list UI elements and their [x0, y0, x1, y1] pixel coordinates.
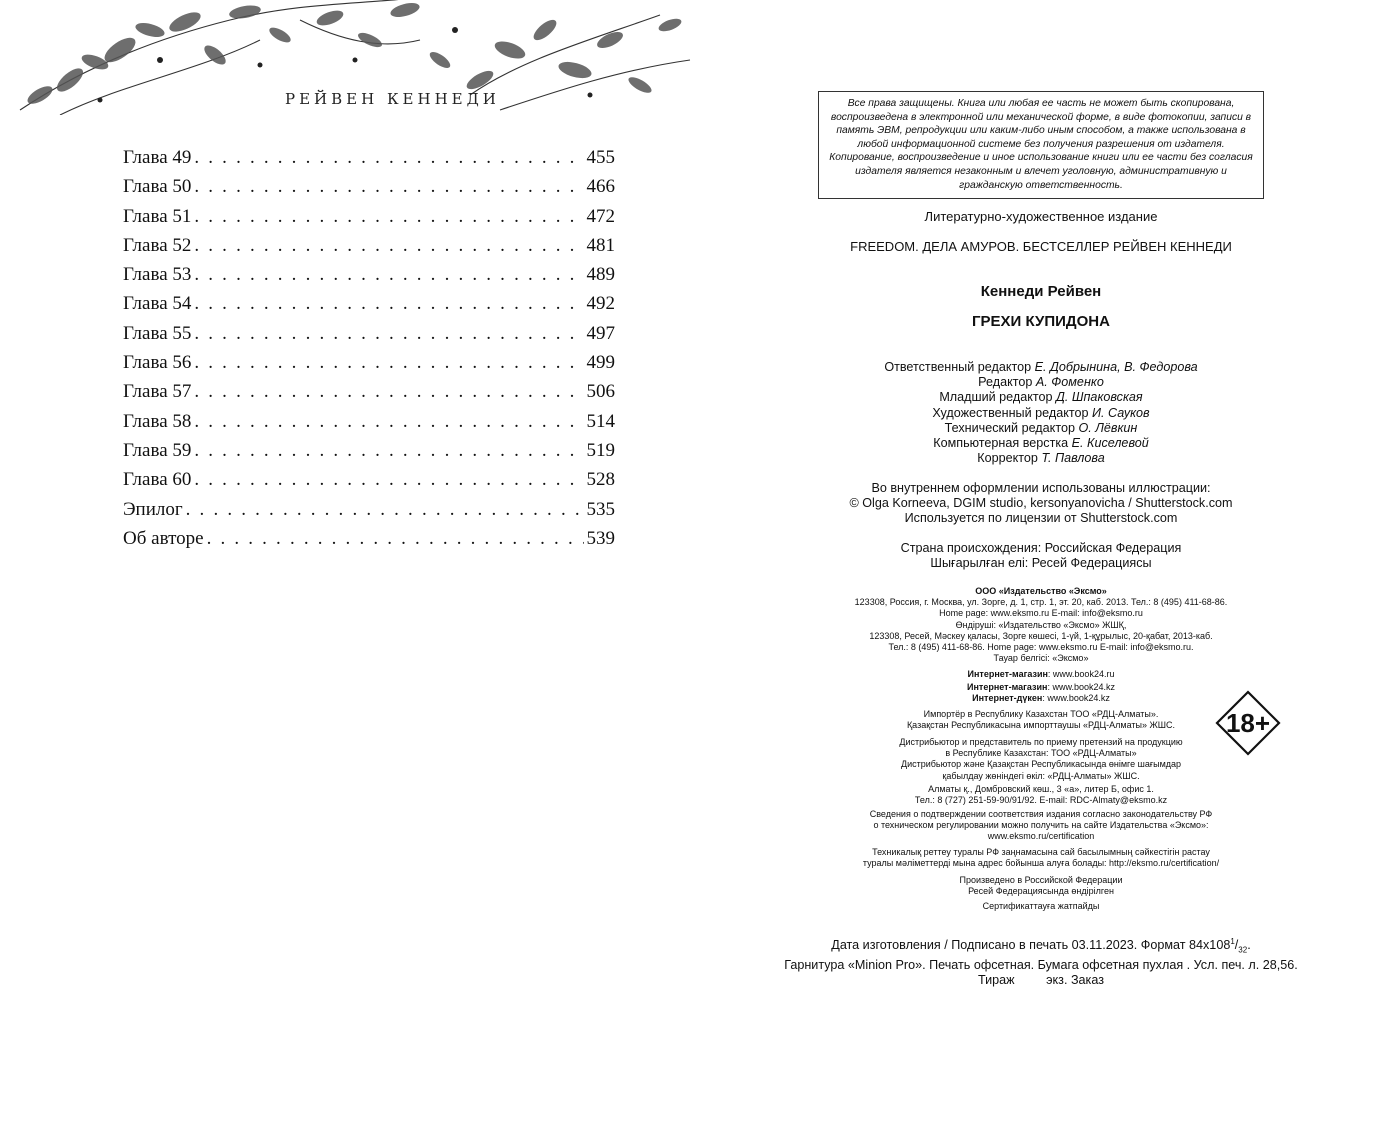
shop-label: Интернет-магазин — [967, 682, 1048, 693]
shop-url[interactable]: : www.book24.kz — [1047, 682, 1115, 693]
toc-label: Эпилог — [123, 498, 183, 520]
toc-leader — [194, 469, 583, 491]
toc-leader — [194, 206, 583, 228]
importer-line: Қазақстан Республикасына импорттаушы «РДЦ-Алматы» ЖШС. — [906, 720, 1176, 731]
publisher-line: Өндіруші: «Издательство «Эксмо» ЖШҚ, — [955, 619, 1127, 630]
credit-name: И. Сауков — [1091, 405, 1150, 420]
toc-page-number: 492 — [586, 293, 615, 315]
print-info-line1: Дата изготовления / Подписано в печать 03.11.2023. Формат $84x108^1/_{32}$. — [831, 937, 1251, 955]
right-page — [697, 0, 1394, 1125]
toc-leader — [186, 499, 584, 521]
credit-role: Редактор — [978, 375, 1033, 390]
illustrations-block — [767, 481, 1315, 527]
toc-page-number: 506 — [586, 381, 615, 403]
publisher-name: ООО «Издательство «Эксмо» — [975, 586, 1107, 596]
toc-label: Глава 51 — [123, 205, 192, 227]
toc-page-number: 514 — [586, 410, 615, 432]
credit-name: О. Лёвкин — [1078, 420, 1138, 435]
produced-block — [767, 875, 1315, 897]
table-of-contents — [123, 147, 615, 557]
certification-kz-block — [767, 847, 1315, 869]
credit-name: Т. Павлова — [1041, 451, 1105, 466]
age-rating-badge — [1215, 690, 1281, 756]
illustrations-line: Используется по лицензии от Shutterstock.com — [904, 511, 1178, 526]
print-info-line3: Тираж экз. Заказ — [978, 973, 1104, 988]
print-info — [717, 934, 1365, 988]
toc-label: Глава 59 — [123, 439, 192, 461]
toc-page-number: 519 — [586, 439, 615, 461]
toc-label: Глава 56 — [123, 352, 192, 374]
toc-leader — [194, 323, 583, 345]
toc-label: Глава 53 — [123, 264, 192, 286]
publisher-line: 123308, Ресей, Мәскеу қаласы, Зорге көшесі, 1-үй, 1-құрылыс, 20-қабат, 2013-каб. — [869, 630, 1213, 641]
toc-row[interactable] — [123, 235, 615, 264]
age-rating-text: 18+ — [1225, 708, 1271, 738]
publisher-line: Тел.: 8 (495) 411-68-86. Home page: www.eksmo.ru E-mail: info@eksmo.ru. — [888, 642, 1194, 653]
almaty-line: Тел.: 8 (727) 251-59-90/91/92. E-mail: RDC-Almaty@eksmo.kz — [914, 795, 1168, 806]
credits-block — [767, 360, 1315, 466]
illustrations-line: © Olga Korneeva, DGIM studio, kersonyanovicha / Shutterstock.com — [849, 496, 1233, 511]
credit-line — [767, 451, 1315, 466]
certification-line: о техническом регулировании можно получить на сайте Издательства «Эксмо»: — [873, 820, 1209, 831]
credit-name: Е. Добрынина, В. Федорова — [1034, 360, 1198, 374]
print-format-end: . — [1247, 938, 1251, 953]
distributor-line: Дистрибьютор және Қазақстан Республикасында өнімге шағымдар — [900, 759, 1182, 770]
credit-line — [767, 360, 1315, 375]
credit-role: Технический редактор — [944, 420, 1075, 435]
credit-role: Художественный редактор — [932, 405, 1089, 420]
distributor-line: в Республике Казахстан: ТОО «РДЦ-Алматы» — [945, 748, 1137, 759]
toc-page-number: 472 — [586, 205, 615, 227]
credit-role: Младший редактор — [939, 390, 1053, 405]
almaty-line: Алматы қ., Домбровский көш., 3 «а», литер Б, офис 1. — [928, 784, 1154, 794]
toc-row[interactable] — [123, 147, 615, 176]
toc-leader — [194, 264, 583, 286]
credit-name: Е. Киселевой — [1071, 436, 1149, 451]
almaty-block — [767, 784, 1315, 806]
produced-line: Ресей Федерациясында өндірілген — [968, 886, 1114, 897]
shop-url[interactable]: : www.book24.ru — [1047, 669, 1115, 679]
toc-row[interactable] — [123, 381, 615, 410]
importer-line: Импортёр в Республику Казахстан ТОО «РДЦ-Алматы». — [923, 709, 1159, 719]
toc-leader — [194, 411, 583, 433]
toc-leader — [194, 381, 583, 403]
running-header-author: РЕЙВЕН КЕННЕДИ — [285, 90, 500, 108]
toc-label: Глава 50 — [123, 176, 192, 198]
toc-leader — [194, 176, 583, 198]
origin-line: Шығарылған елі: Ресей Федерациясы — [930, 556, 1152, 571]
publisher-line: Тауар белгісі: «Эксмо» — [993, 653, 1089, 664]
toc-row[interactable] — [123, 440, 615, 469]
toc-row[interactable] — [123, 411, 615, 440]
toc-label: Глава 54 — [123, 293, 192, 315]
credit-name: А. Фоменко — [1035, 375, 1104, 390]
toc-row[interactable] — [123, 352, 615, 381]
toc-page-number: 466 — [586, 176, 615, 198]
toc-leader — [207, 528, 584, 550]
toc-row[interactable] — [123, 528, 615, 557]
format-numerator: 1 — [1230, 937, 1235, 946]
toc-row[interactable] — [123, 469, 615, 498]
toc-row[interactable] — [123, 206, 615, 235]
credit-line — [767, 406, 1315, 421]
toc-leader — [194, 352, 583, 374]
certification-kz-line: туралы мәліметтерді мына адрес бойынша алуға болады: http://eksmo.ru/certification/ — [862, 858, 1220, 869]
toc-label: Глава 52 — [123, 234, 192, 256]
book-author: Кеннеди Рейвен — [980, 283, 1102, 300]
toc-page-number: 535 — [586, 498, 615, 520]
toc-label: Об авторе — [123, 527, 204, 549]
series-name: FREEDOM. ДЕЛА АМУРОВ. БЕСТСЕЛЛЕР РЕЙВЕН КЕННЕДИ — [850, 239, 1232, 254]
toc-page-number: 455 — [586, 147, 615, 168]
toc-label: Глава 57 — [123, 381, 192, 403]
shop-label: Интернет-магазин — [967, 669, 1048, 679]
publisher-line: Home page: www.eksmo.ru E-mail: info@eksmo.ru — [939, 608, 1143, 619]
origin-block — [767, 541, 1315, 571]
credit-role: Корректор — [977, 451, 1038, 466]
edition-type: Литературно-художественное издание — [924, 209, 1158, 224]
credit-role: Ответственный редактор — [884, 360, 1032, 374]
certification-block — [767, 809, 1315, 843]
toc-label: Глава 55 — [123, 322, 192, 344]
origin-line: Страна происхождения: Российская Федерация — [900, 541, 1182, 555]
shop-url[interactable]: : www.book24.kz — [1042, 693, 1110, 704]
shop-line — [767, 669, 1315, 680]
toc-label: Глава 60 — [123, 469, 192, 491]
book-title: ГРЕХИ КУПИДОНА — [972, 313, 1110, 330]
produced-line: Произведено в Российской Федерации — [959, 875, 1123, 885]
toc-label: Глава 58 — [123, 410, 192, 432]
credit-name: Д. Шпаковская — [1056, 390, 1143, 405]
credit-line — [767, 390, 1315, 405]
toc-row[interactable] — [123, 176, 615, 205]
toc-page-number: 539 — [586, 527, 615, 549]
distributor-line: Дистрибьютор и представитель по приему претензий на продукцию — [899, 737, 1183, 747]
toc-row[interactable] — [123, 264, 615, 293]
credit-role: Компьютерная верстка — [933, 436, 1069, 451]
certification-not-required: Сертификаттауға жатпайды — [982, 901, 1100, 911]
print-info-line2: Гарнитура «Minion Pro». Печать офсетная. Бумага офсетная пухлая . Усл. печ. л. 28,56. — [784, 957, 1298, 972]
format-denominator: 32 — [1238, 945, 1248, 955]
certification-line[interactable]: www.eksmo.ru/certification — [987, 831, 1095, 842]
rights-notice: Все права защищены. Книга или любая ее часть не может быть скопирована, воспроизведена в электронной или механической форме, в виде фотокопии, записи в память ЭВМ, репродукции или каким-либо иным способом, а также использована в любой информационной системе без получения разрешения от издателя. Копирование, воспроизведение и иное использование книги или ее части без согласия издателя является незаконным и влечет уголовную, административную и гражданскую ответственность. — [818, 91, 1264, 199]
toc-leader — [194, 147, 583, 169]
certification-kz-line: Техникалық реттеу туралы РФ заңнамасына сай басылымның сәйкестігін растау — [872, 847, 1210, 857]
toc-row[interactable] — [123, 323, 615, 352]
distributor-line: қабылдау жөніндегі өкіл: «РДЦ-Алматы» ЖШС. — [942, 770, 1140, 781]
publisher-line: 123308, Россия, г. Москва, ул. Зорге, д. 1, стр. 1, эт. 20, каб. 2013. Тел.: 8 (495) 411-68-86. — [854, 597, 1228, 608]
print-format-text: Дата изготовления / Подписано в печать 03.11.2023. Формат 84x108 — [831, 938, 1231, 953]
toc-row[interactable] — [123, 293, 615, 322]
toc-page-number: 528 — [586, 469, 615, 491]
toc-leader — [194, 440, 583, 462]
illustrations-line: Во внутреннем оформлении использованы иллюстрации: — [871, 481, 1211, 495]
toc-label: Глава 49 — [123, 147, 192, 168]
toc-page-number: 499 — [586, 352, 615, 374]
toc-row[interactable] — [123, 499, 615, 528]
toc-page-number: 497 — [586, 322, 615, 344]
publisher-block — [767, 586, 1315, 664]
toc-leader — [194, 293, 583, 315]
toc-page-number: 489 — [586, 264, 615, 286]
credit-line — [767, 375, 1315, 390]
credit-line — [767, 436, 1315, 451]
toc-page-number: 481 — [586, 234, 615, 256]
shop-label: Интернет-дүкен — [972, 693, 1043, 704]
certification-line: Сведения о подтверждении соответствия издания согласно законодательству РФ — [869, 809, 1213, 819]
credit-line — [767, 421, 1315, 436]
toc-leader — [194, 235, 583, 257]
